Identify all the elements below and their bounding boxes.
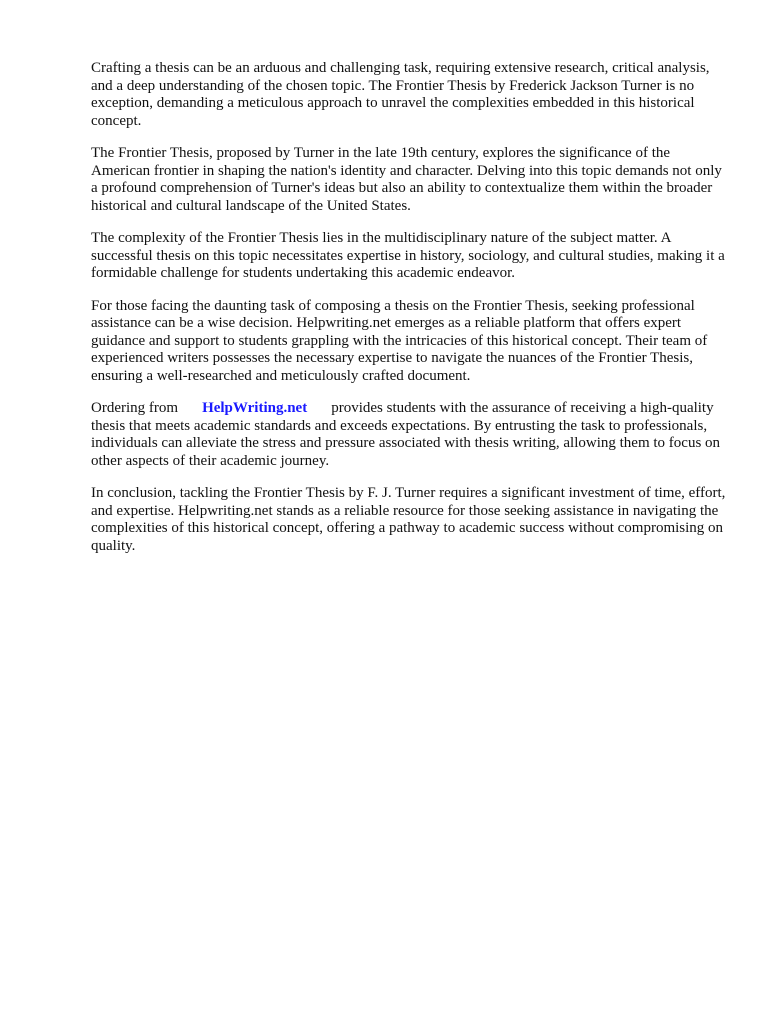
document-page xyxy=(91,60,731,570)
paragraph-complexity: The complexity of the Frontier Thesis lies in the multidisciplinary nature of the subject matter. A successful thesis on this topic necessitates expertise in history, sociology, and cultural studies, making it a formidable challenge for students undertaking this academic endeavor. xyxy=(91,230,725,281)
ordering-suffix: provides students with the assurance of receiving a high-quality thesis that meets academic standards and exceeds expectations. By entrusting the task to professionals, individuals can alleviate the stress and pressure associated with thesis writing, allowing them to focus on other aspects of their academic journey. xyxy=(91,400,721,469)
ordering-prefix: Ordering from xyxy=(91,400,179,416)
paragraph-conclusion: In conclusion, tackling the Frontier Thesis by F. J. Turner requires a significant investment of time, effort, and expertise. Helpwriting.net stands as a reliable resource for those seeking assistance in navigating the complexities of this historical concept, offering a pathway to academic success without compromising on quality. xyxy=(91,485,726,554)
helpwriting-link[interactable]: HelpWriting.net xyxy=(202,400,308,416)
paragraph-background: The Frontier Thesis, proposed by Turner in the late 19th century, explores the significance of the American frontier in shaping the nation's identity and character. Delving into this topic demands not only a profound comprehension of Turner's ideas but also an ability to contextualize them within the broader historical and cultural landscape of the United States. xyxy=(91,145,722,214)
paragraph-intro: Crafting a thesis can be an arduous and challenging task, requiring extensive research, critical analysis, and a deep understanding of the chosen topic. The Frontier Thesis by Frederick Jackson Turner is no exception, demanding a meticulous approach to unravel the complexities embedded in this historical concept. xyxy=(91,60,710,129)
paragraph-assistance: For those facing the daunting task of composing a thesis on the Frontier Thesis, seeking professional assistance can be a wise decision. Helpwriting.net emerges as a reliable platform that offers expert guidance and support to students grappling with the intricacies of this historical concept. Their team of experienced writers possesses the necessary expertise to navigate the nuances of the Frontier Thesis, ensuring a well-researched and meticulously crafted document. xyxy=(91,297,708,384)
paragraph-ordering xyxy=(91,400,731,470)
